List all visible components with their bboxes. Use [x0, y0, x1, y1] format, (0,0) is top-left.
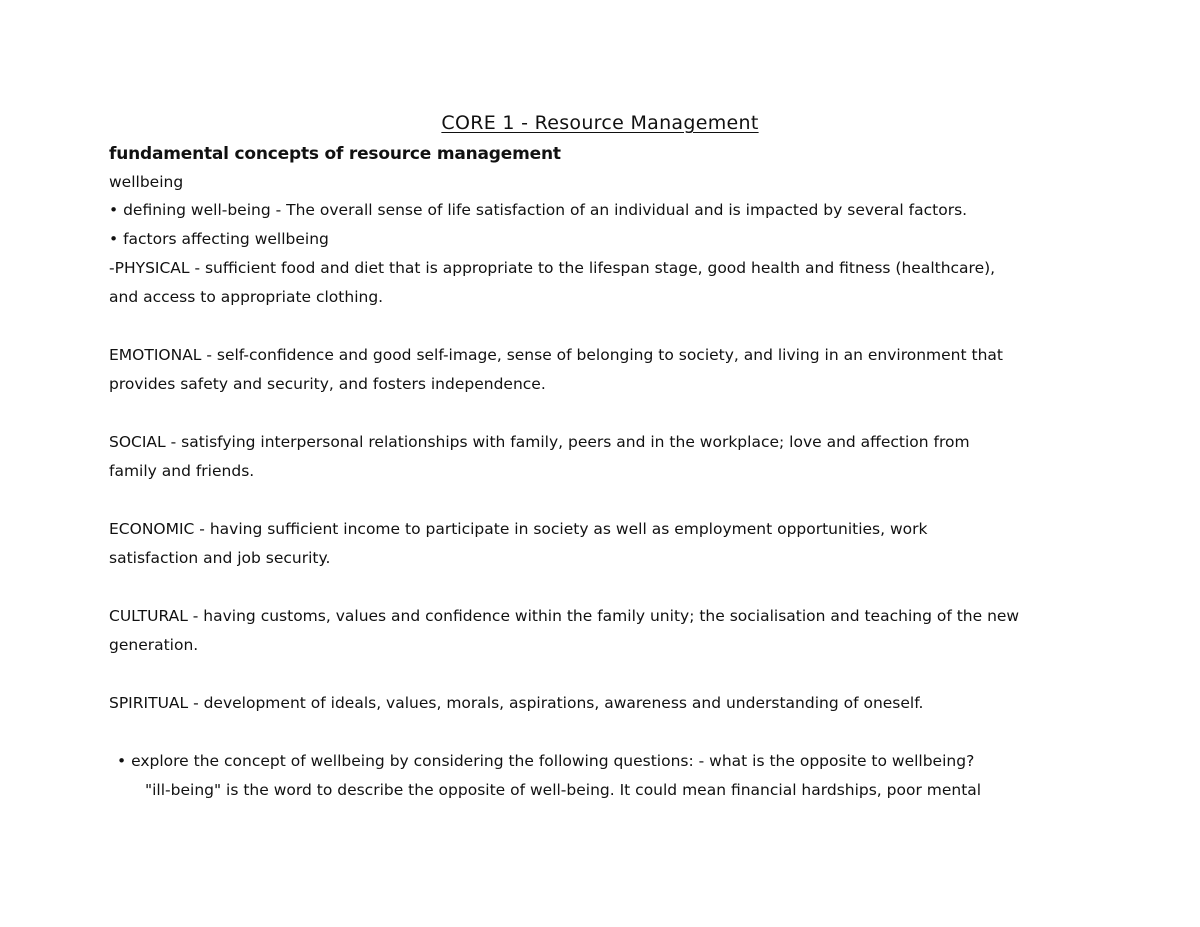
- text-line-social-cont: family and friends.: [109, 462, 255, 480]
- text-line-emotional: EMOTIONAL - self-confidence and good self-image, sense of belonging to society, and living in an environment that: [109, 346, 1003, 364]
- text-line-physical-cont: and access to appropriate clothing.: [109, 288, 384, 306]
- text-line-explore: • explore the concept of wellbeing by considering the following questions: - what is the opposite to wellbeing?: [117, 752, 975, 770]
- text-line-defining: • defining well-being - The overall sense of life satisfaction of an individual and is impacted by several factors.: [109, 201, 968, 219]
- text-line-social: SOCIAL - satisfying interpersonal relationships with family, peers and in the workplace; love and affection from: [109, 433, 970, 451]
- text-line-physical: -PHYSICAL - sufficient food and diet that is appropriate to the lifespan stage, good health and fitness (healthcare),: [109, 259, 996, 277]
- text-line-emotional-cont: provides safety and security, and fosters independence.: [109, 375, 546, 393]
- text-line-economic-cont: satisfaction and job security.: [109, 549, 331, 567]
- text-line-cultural-cont: generation.: [109, 636, 199, 654]
- text-line-cultural: CULTURAL - having customs, values and confidence within the family unity; the socialisation and teaching of the new: [109, 607, 1020, 625]
- text-line-wellbeing: wellbeing: [109, 173, 184, 191]
- text-line-spiritual: SPIRITUAL - development of ideals, values, morals, aspirations, awareness and understanding of oneself.: [109, 694, 924, 712]
- section-heading: fundamental concepts of resource management: [109, 144, 561, 164]
- text-line-factors: • factors affecting wellbeing: [109, 230, 329, 248]
- text-line-economic: ECONOMIC - having sufficient income to participate in society as well as employment opportunities, work: [109, 520, 928, 538]
- text-line-ill-being: "ill-being" is the word to describe the opposite of well-being. It could mean financial hardships, poor mental: [145, 781, 982, 799]
- document-title: CORE 1 - Resource Management: [441, 112, 759, 134]
